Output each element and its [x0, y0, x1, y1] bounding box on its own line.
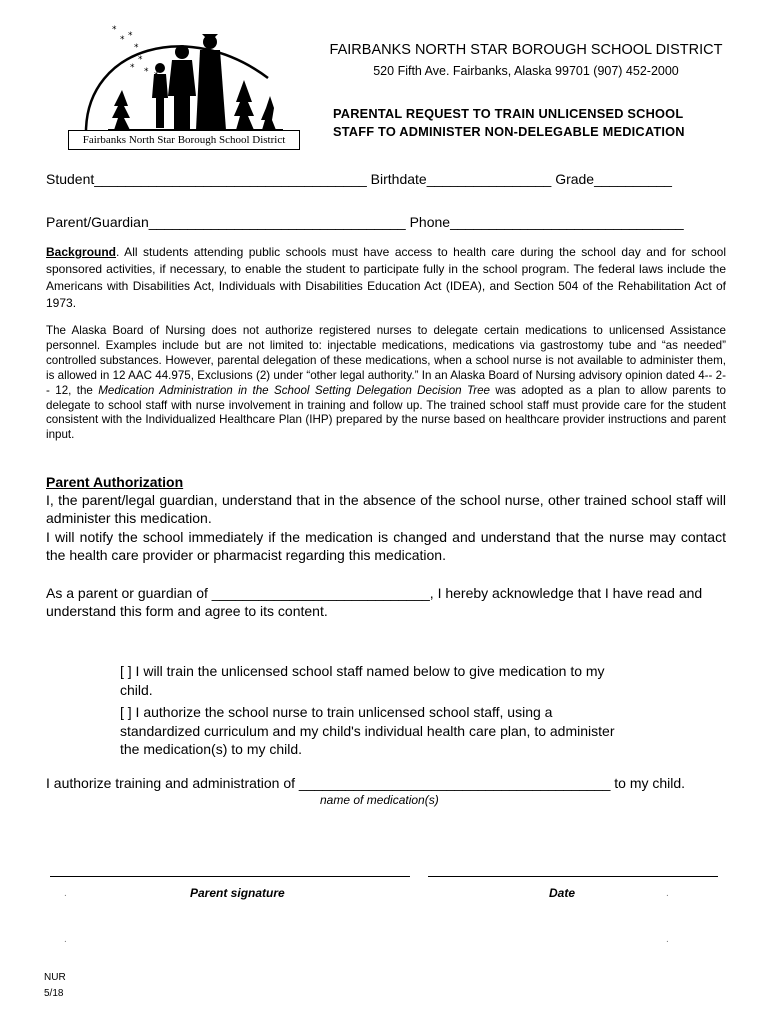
- family-silhouette-icon: [68, 18, 300, 138]
- form-revision: 5/18: [44, 988, 64, 999]
- district-name: FAIRBANKS NORTH STAR BOROUGH SCHOOL DISTRICT: [329, 42, 723, 58]
- student-field[interactable]: ___________________________________: [94, 171, 367, 187]
- svg-text:*: *: [134, 43, 139, 53]
- student-info-row: [46, 171, 672, 187]
- svg-text:*: *: [130, 63, 135, 73]
- parent-info-row: [46, 214, 684, 230]
- parent-signature-label: Parent signature: [190, 886, 285, 900]
- background-text: . All students attending public schools must have access to health care during the school day and for school sponsored activities, if necessary, to enable the student to participate fully in the school program. The federal laws include the Americans with Disabilities Act, Individuals with Disabilities Education Act (IDEA), and Section 504 of the Rehabilitation Act of 1973.: [46, 245, 726, 310]
- parent-guardian-label: Parent/Guardian: [46, 214, 149, 230]
- form-code: NUR: [44, 972, 66, 983]
- form-footer: [44, 970, 66, 1002]
- svg-text:*: *: [144, 67, 149, 77]
- phone-field[interactable]: ______________________________: [450, 214, 684, 230]
- svg-text:*: *: [128, 31, 133, 41]
- medication-name-caption: name of medication(s): [320, 793, 439, 807]
- parent-authorization-heading: Parent Authorization: [46, 474, 184, 490]
- svg-text:*: *: [120, 35, 125, 45]
- mark-dot: .: [64, 934, 67, 945]
- mark-dot: .: [666, 888, 669, 899]
- nursing-text-end: was adopted as a plan to allow parents to delegate to school staff with nurse involvement in training and follow up. The trained school staff must provide care for the student consistent with the Individualized Healthcare Plan (IHP) prepared by the nurse based on healthcare provider instructions and parent input.: [46, 383, 726, 442]
- medication-authorization-line[interactable]: I authorize training and administration of ________________________________________ to my child.: [46, 775, 686, 791]
- birthdate-label: Birthdate: [370, 171, 427, 187]
- phone-label: Phone: [409, 214, 451, 230]
- authorization-statement-2: I will notify the school immediately if the medication is changed and understand that the nurse may contact the health care provider or pharmacist regarding this medication.: [46, 529, 726, 563]
- option-parent-trains-checkbox[interactable]: [ ] I will train the unlicensed school staff named below to give medication to my child.: [120, 663, 605, 698]
- date-signature-line[interactable]: [428, 876, 718, 877]
- background-label: Background: [46, 245, 117, 259]
- form-title-line-2: STAFF TO ADMINISTER NON-DELEGABLE MEDICATION: [333, 124, 685, 139]
- district-logo: [68, 18, 300, 150]
- svg-text:*: *: [138, 55, 143, 65]
- background-paragraph: [46, 244, 726, 312]
- student-label: Student: [46, 171, 95, 187]
- birthdate-field[interactable]: ________________: [426, 171, 552, 187]
- form-title-line-1: PARENTAL REQUEST TO TRAIN UNLICENSED SCHOOL: [333, 106, 684, 121]
- authorization-statement-1: I, the parent/legal guardian, understand that in the absence of the school nurse, other trained school staff will administer this medication.: [46, 492, 726, 526]
- svg-text:*: *: [112, 25, 117, 35]
- parent-signature-line[interactable]: [50, 876, 410, 877]
- district-address: 520 Fifth Ave. Fairbanks, Alaska 99701 (907) 452-2000: [373, 64, 679, 78]
- grade-label: Grade: [555, 171, 595, 187]
- acknowledgement-statement[interactable]: As a parent or guardian of ____________________________, I hereby acknowledge that I have read and understand this form and agree to its content.: [46, 585, 703, 619]
- parent-guardian-field[interactable]: _________________________________: [148, 214, 406, 230]
- mark-dot: .: [666, 934, 669, 945]
- nursing-board-paragraph: [46, 324, 726, 443]
- date-label: Date: [549, 886, 576, 900]
- grade-field[interactable]: __________: [594, 171, 672, 187]
- logo-caption: Fairbanks North Star Borough School District: [68, 130, 300, 150]
- option-nurse-trains-checkbox[interactable]: [ ] I authorize the school nurse to train unlicensed school staff, using a standardized curriculum and my child's individual health care plan, to administer the medication(s) to my child.: [120, 704, 615, 757]
- decision-tree-title: Medication Administration in the School Setting Delegation Decision Tree: [98, 383, 490, 397]
- mark-dot: .: [64, 888, 67, 899]
- nursing-text-start: The Alaska Board of Nursing does not authorize registered nurses to delegate certain medications to unlicensed Assistance personnel. Examples include but are not limited to: injectable medications, medications via gastrostomy tube and “as needed” controlled substances. However, parental delegation of these medications, when a school nurse is not available to administer them, is allowed in 12 AAC 44.975, Exclusions (2) under “other legal authority.” In an Alaska Board of Nursing advisory opinion dated 4-- 2-- 12, the: [46, 324, 726, 397]
